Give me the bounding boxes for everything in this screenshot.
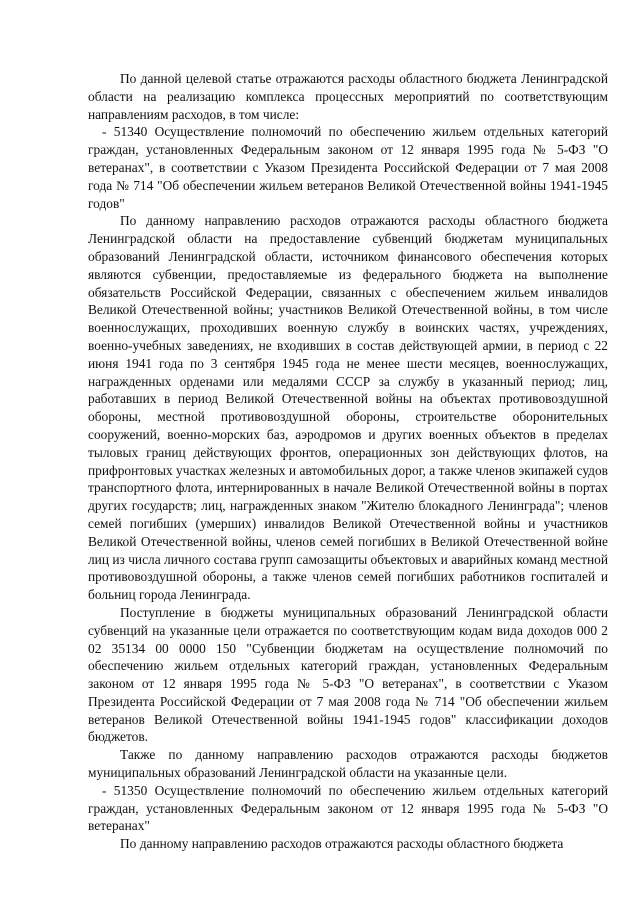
paragraph-municipal-expenses: Также по данному направлению расходов отражаются расходы бюджетов муниципальных образований Ленинградской области на указанные цели. <box>88 747 608 781</box>
paragraph-intro: По данной целевой статье отражаются расходы областного бюджета Ленинградской области на реализацию комплекса процессных мероприятий по соответствующим направлениям расходов, в том числе: <box>88 71 608 122</box>
list-item-51340: - 51340 Осуществление полномочий по обеспечению жильем отдельных категорий граждан, установленных Федеральным законом от 12 января 1995 года № 5-ФЗ "О ветеранах", в соответствии с Указом Президента Российской Федерации от 7 мая 2008 года № 714 "Об обеспечении жильем ветеранов Великой Отечественной войны 1941-1945 годов" <box>88 124 608 211</box>
list-item-51350: - 51350 Осуществление полномочий по обеспечению жильем отдельных категорий граждан, установленных Федеральным законом от 12 января 1995 года № 5-ФЗ "О ветеранах" <box>88 782 608 834</box>
document-page <box>88 70 608 853</box>
paragraph-revenue-codes: Поступление в бюджеты муниципальных образований Ленинградской области субвенций на указанные цели отражается по соответствующим кодам вида доходов 000 2 02 35134 00 0000 150 "Субвенции бюджетам на осуществление полномочий по обеспечению жильем отдельных категорий граждан, установленных Федеральным законом от 12 января 1995 года № 5-ФЗ "О ветеранах", в соответствии с Указом Президента Российской Федерации от 7 мая 2008 года № 714 "Об обеспечении жильем ветеранов Великой Отечественной войны 1941-1945 годов" классификации доходов бюджетов. <box>88 604 608 745</box>
paragraph-continuation: По данному направлению расходов отражаются расходы областного бюджета <box>120 836 564 852</box>
paragraph-subventions-description: По данному направлению расходов отражаются расходы областного бюджета Ленинградской области на предоставление субвенций бюджетам муниципальных образований Ленинградской области, источником финансового обеспечения которых являются субвенции, предоставляемые из федерального бюджета на выполнение обязательств Российской Федерации, связанных с обеспечением жильем инвалидов Великой Отечественной войны; участников Великой Отечественной войны, в том числе военнослужащих, проходивших военную службу в воинских частях, учреждениях, военно-учебных заведениях, не входивших в состав действующей армии, в период с 22 июня 1941 года по 3 сентября 1945 года не менее шести месяцев, военнослужащих, награжденных орденами или медалями СССР за службу в указанный период; лиц, работавших в период Великой Отечественной войны на объектах противовоздушной обороны, местной противовоздушной обороны, строительстве оборонительных сооружений, военно-морских баз, аэродромов и других военных объектов в пределах тыловых границ действующих фронтов, операционных зон действующих флотов, на прифронтовых участках железных и автомобильных дорог, а также членов экипажей судов транспортного флота, интернированных в начале Великой Отечественной войны в портах других государств; лиц, награжденных знаком "Жителю блокадного Ленинграда"; членов семей погибших (умерших) инвалидов Великой Отечественной войны и участников Великой Отечественной войны, членов семей погибших в Великой Отечественной войне лиц из числа личного состава групп самозащиты объектовых и аварийных команд местной противовоздушной обороны, а также членов семей погибших работников госпиталей и больниц города Ленинграда. <box>88 213 608 603</box>
